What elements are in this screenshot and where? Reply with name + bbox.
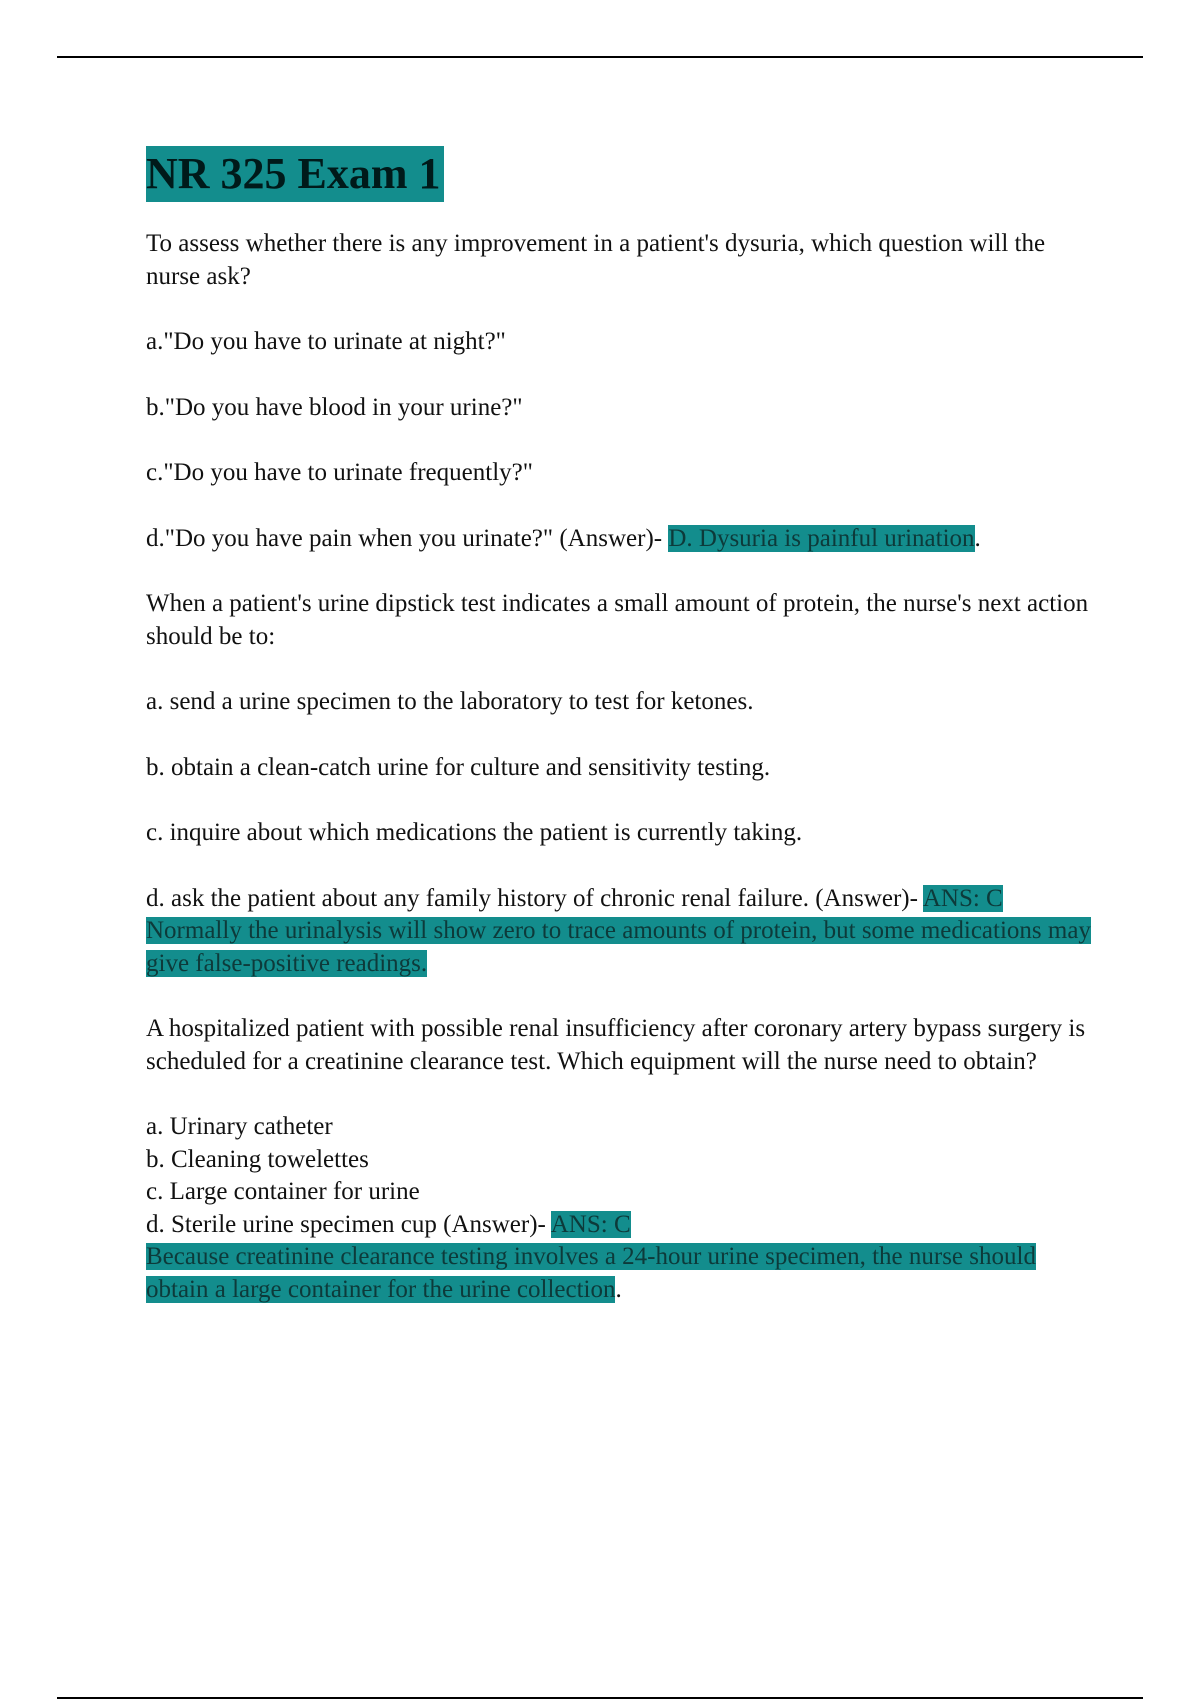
rationale-highlight: Because creatinine clearance testing involves a 24-hour urine specimen, the nurse should obtain a large container for the urine collection xyxy=(146,1243,1036,1303)
option-d-text: d."Do you have pain when you urinate?" (Answer)- xyxy=(146,524,669,552)
option-c: c. inquire about which medications the patient is currently taking. xyxy=(146,819,803,846)
answer-highlight: D. Dysuria is painful urination xyxy=(668,524,975,552)
option-a: a. Urinary catheter xyxy=(146,1113,333,1140)
option-d xyxy=(146,523,1091,556)
rationale-highlight: Normally the urinalysis will show zero to trace amounts of protein, but some medications may give false-positive readings. xyxy=(146,917,1091,977)
option-a: a."Do you have to urinate at night?" xyxy=(146,328,506,355)
rationale xyxy=(146,1241,1091,1306)
option-b: b."Do you have blood in your urine?" xyxy=(146,393,523,421)
top-rule xyxy=(57,56,1143,58)
bottom-rule xyxy=(57,1697,1143,1699)
rationale xyxy=(146,915,1091,980)
question-1 xyxy=(146,228,1091,555)
option-b: b. Cleaning towelettes xyxy=(146,1145,369,1173)
question-3 xyxy=(146,1013,1091,1306)
question-stem: To assess whether there is any improvement in a patient's dysuria, which question will the nurse ask? xyxy=(146,230,1046,290)
question-stem: A hospitalized patient with possible renal insufficiency after coronary artery bypass surgery is scheduled for a creatinine clearance test. Which equipment will the nurse need to obtain? xyxy=(146,1015,1086,1075)
answer-highlight: ANS: C xyxy=(550,1210,631,1238)
option-b: b. obtain a clean-catch urine for culture and sensitivity testing. xyxy=(146,753,771,781)
question-stem: When a patient's urine dipstick test indicates a small amount of protein, the nurse's next action should be to: xyxy=(146,590,1089,650)
option-c: c. Large container for urine xyxy=(146,1178,420,1205)
option-a: a. send a urine specimen to the laboratory to test for ketones. xyxy=(146,688,754,715)
option-c: c."Do you have to urinate frequently?" xyxy=(146,459,533,486)
option-d xyxy=(146,1209,1091,1242)
option-d-text: d. ask the patient about any family history of chronic renal failure. (Answer)- xyxy=(146,884,923,912)
answer-highlight: ANS: C xyxy=(922,884,1003,912)
option-d-text: d. Sterile urine specimen cup (Answer)- xyxy=(146,1210,551,1238)
document-title: NR 325 Exam 1 xyxy=(146,146,444,202)
option-d xyxy=(146,883,1091,916)
rationale-suffix: . xyxy=(615,1275,622,1303)
answer-suffix: . xyxy=(974,524,981,552)
question-2 xyxy=(146,588,1091,980)
document-body xyxy=(146,146,1091,1306)
